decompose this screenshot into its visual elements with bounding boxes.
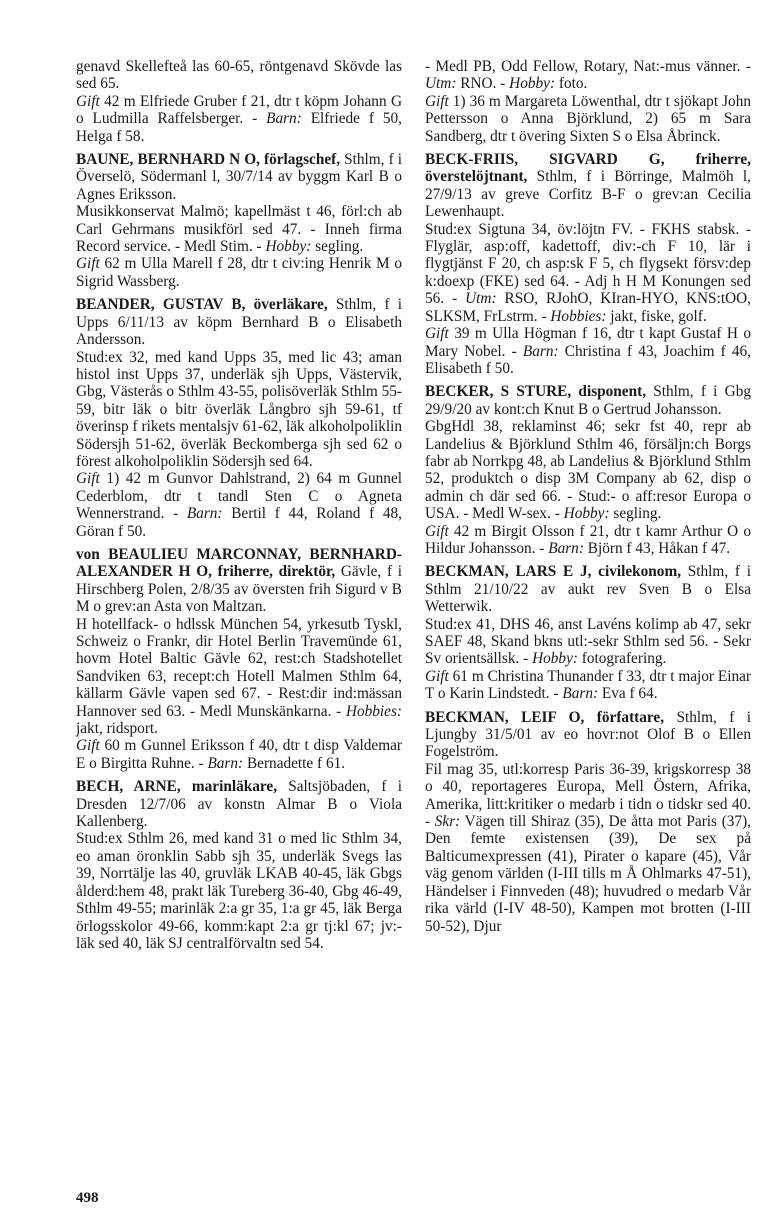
entry-intro: Saltsjöbaden, f i Dresden 12/7/06 av konstn Almar B o Viola Kallenberg. [76, 778, 402, 831]
entry-bech [76, 778, 402, 952]
entry-intro: Sthlm, f i Ljungby 31/5/01 av eo hovr:not Olof B o Ellen Fogelström. [425, 708, 751, 761]
entry-continuation-right [425, 58, 751, 145]
entry-continuation-left [76, 58, 402, 145]
barn-label: Barn: [562, 685, 599, 703]
left-column [76, 58, 402, 958]
hobby-text: segling. [311, 238, 364, 256]
gift-label: Gift [425, 522, 449, 540]
gift-text: 61 m Christina Thunander f 33, dtr t major Einar T o Karin Lindstedt. - [425, 667, 751, 703]
hobby-label: Hobby: [265, 238, 312, 256]
entry-body: Stud:ex Sigtuna 34, öv:löjtn FV. - FKHS stabsk. - Flyglär, asp:off, kadettoff, div:-ch F 10, lär i flygtjänst F 20, ch asp:sk F 5, ch flygsekt försv:dep k:doexp (FKE) sed 64. - Adj h H M Konungen sed 56. - [425, 220, 751, 308]
gift-label: Gift [425, 325, 449, 343]
hobby-text: fotografering. [577, 650, 667, 668]
barn-label: Barn: [522, 342, 559, 360]
entry-body: Musikkonservat Malmö; kapellmäst t 46, förl:ch ab Carl Gehrmans musikförl sed 47. - Inneh firma Record service. - Medl Stim. - [76, 203, 402, 256]
gift-label: Gift [425, 92, 449, 110]
hobby-label: Hobby: [532, 650, 578, 668]
barn-text: Eva f 64. [598, 685, 658, 703]
skr-label: Skr: [434, 813, 461, 831]
entry-intro: Sthlm, f i Sthlm 21/10/22 av aukt rev Sven B o Elsa Wetterwik. [425, 563, 751, 616]
gift-text: 1) 36 m Margareta Löwenthal, dtr t sjökapt John Pettersson o Anna Björklund, 2) 65 m Sara Sandberg, dtr t övering Sixten S o Elsa Åbrinck. [425, 92, 751, 145]
gift-label: Gift [76, 737, 100, 755]
entry-intro: Sthlm, f i Upps 6/11/13 av köpm Bernhard B o Elisabeth Andersson. [76, 296, 402, 349]
right-column [425, 58, 751, 941]
page-number: 498 [76, 1190, 99, 1206]
entry-body: Fil mag 35, utl:korresp Paris 36-39, krigskorresp 38 o 40, reportageres Europa, Mell Östern, Afrika, Amerika, litt:kritiker o medarb i tidn o tidskr sed 40. - [425, 760, 751, 831]
entry-baune [76, 151, 402, 290]
entry-heading: BECKMAN, LEIF O, författare, [425, 708, 665, 726]
hobby-label: Hobby: [509, 75, 556, 93]
entry-heading: BEANDER, GUSTAV B, överläkare, [76, 296, 328, 314]
entry-body: H hotellfack- o hdlssk München 54, yrkesutb Tyskl, Schweiz o Frankr, dir Hotel Berlin Travemünde 61, hovm Hotel Baltic Gävle 62, rest:ch Stadshotellet Sandviken 63, recept:ch Hotell Malmen Sthlm 64, källarm Gävle vapen sed 67. - Rest:dir ind:mässan Hannover sed 63. - Medl Munskänkarna. - [76, 615, 402, 720]
entry-heading: BECK-FRIIS, SIGVARD G, friherre, överstelöjtnant, [425, 151, 751, 186]
entry-heading: BECH, ARNE, marinläkare, [76, 778, 278, 796]
hobby-label: Hobbies: [345, 702, 402, 720]
gift-label: Gift [425, 667, 449, 685]
entry-intro: Sthlm, f i Börringe, Malmöh l, 27/9/13 av greve Corfitz B-F o grev:an Cecilia Lewenhaupt. [425, 168, 751, 221]
barn-text: Elfriede f 50, Helga f 58. [76, 110, 402, 145]
hobby-text: foto. [555, 75, 588, 93]
gift-label: Gift [76, 255, 100, 273]
gift-text: 62 m Ulla Marell f 28, dtr t civ:ing Henrik M o Sigrid Wassberg. [76, 255, 402, 290]
barn-text: Bertil f 44, Roland f 48, Göran f 50. [76, 505, 402, 540]
entry-beaulieu [76, 546, 402, 772]
entry-beckman-leif [425, 709, 751, 935]
barn-label: Barn: [266, 110, 302, 128]
skr-text: Vägen till Shiraz (35), De åtta mot Paris (37), Den femte existensen (39), De sex på Balticumexpressen (41), Pirater o kapare (45), Vår väg genom världen (I-III tills m Å Ohlmarks 47-51), Händelser i Finnveden (48); huvudred o medarb Vår rika värld (I-IV 48-50), Kampen mot brotten (I-III 50-52), Djur [425, 813, 751, 935]
gift-label: Gift [76, 92, 100, 110]
entry-body: Stud:ex 41, DHS 46, anst Lavéns kolimp ab 47, sekr SAEF 48, Skand bkns utl:-sekr Sthlm sed 56. - Sekr Sv orientsällsk. - [425, 615, 751, 668]
gift-text: 39 m Ulla Högman f 16, dtr t kapt Gustaf H o Mary Nobel. - [425, 325, 751, 360]
entry-beckman-lars [425, 563, 751, 702]
hobby-text: segling. [609, 505, 662, 523]
hobby-text: jakt, ridsport. [76, 720, 158, 738]
entry-becker [425, 383, 751, 557]
barn-label: Barn: [207, 754, 244, 772]
barn-label: Barn: [548, 539, 584, 557]
hobby-text: jakt, fiske, golf. [606, 307, 707, 325]
entry-intro: Sthlm, f i Överselö, Södermanl l, 30/7/14 av byggm Karl B o Agnes Eriksson. [76, 151, 402, 203]
entry-body: Stud:ex 32, med kand Upps 35, med lic 43; aman histol inst Upps 37, underläk sjh Upps, Västervik, Gbg, Västerås o Sthlm 43-55, polisöverläk Sthlm 55-59, bitr läk o bitr överläk Långbro sjh 59-61, tf överinsp f rikets mentalsjv 61-62, läk alkoholpoliklin Södersjh 51-62, överläk Beckomberga sjh sed 62 o förest alkoholpoliklin Södersjh sed 64. [76, 348, 402, 470]
gift-text: 60 m Gunnel Eriksson f 40, dtr t disp Valdemar E o Birgitta Ruhne. - [76, 737, 402, 772]
entry-heading: BECKER, S STURE, disponent, [425, 383, 647, 401]
gift-text: 1) 42 m Gunvor Dahlstrand, 2) 64 m Gunnel Cederblom, dtr t tandl Sten C o Agneta Wennerstrand. - [76, 470, 402, 523]
hobby-label: Hobby: [563, 505, 610, 523]
entry-intro: Sthlm, f i Gbg 29/9/20 av kont:ch Knut B o Gertrud Johansson. [425, 383, 751, 418]
utm-text: RSO, RJohO, KIran-HYO, KNS:tOO, SLKSM, FrLstrm. - [425, 290, 751, 325]
entry-heading: BECKMAN, LARS E J, civilekonom, [425, 563, 682, 581]
utm-label: Utm: [465, 290, 497, 308]
gift-text: 42 m Birgit Olsson f 21, dtr t kamr Arthur O o Hildur Johansson. - [425, 522, 751, 557]
hobby-label: Hobbies: [550, 307, 607, 325]
gift-label: Gift [76, 470, 100, 488]
gift-text: 42 m Elfriede Gruber f 21, dtr t köpm Johann G o Ludmilla Raffelsberger. - [76, 92, 402, 128]
utm-text: RNO. - [456, 75, 510, 93]
entry-intro: Gävle, f i Hirschberg Polen, 2/8/35 av översten frih Sigurd v B M o grev:an Asta von Maltzan. [76, 563, 402, 616]
barn-label: Barn: [186, 505, 223, 523]
utm-label: Utm: [425, 75, 457, 93]
barn-text: Bernadette f 61. [243, 754, 346, 772]
entry-beckfriis [425, 151, 751, 377]
entry-body: Stud:ex Sthlm 26, med kand 31 o med lic Sthlm 34, eo aman öronklin Sabb sjh 35, underläk Svegs las 39, Norrtälje las 40, gruvläk LKAB 40-45, läk Gbgs ålderd:hem 48, prakt läk Tureberg 36-40, Gbg 46-49, Sthlm 49-55; marinläk 2:a gr 35, 1:a gr 45, läk Berga örlogsskolor 49-66, komm:kapt 2:a gr tj:kl 67; jv:-läk sed 40, läk SJ centralförvaltn sed 54. [76, 830, 402, 952]
entry-heading: BAUNE, BERNHARD N O, förlagschef, [76, 151, 341, 169]
barn-text: Björn f 43, Håkan f 47. [583, 539, 731, 557]
entry-beander [76, 296, 402, 540]
continuation-text: genavd Skellefteå las 60-65, röntgenavd Skövde las sed 65. [76, 58, 402, 93]
entry-body: - Medl PB, Odd Fellow, Rotary, Nat:-mus vänner. - [425, 58, 751, 75]
entry-body: GbgHdl 38, reklaminst 46; sekr fst 40, repr ab Landelius & Björklund Sthlm 46, försäljn:ch Borgs fabr ab Norrkpg 48, ab Landelius & Björklund Sthlm 52, produktch o disp 3M Company ab 62, disp o admin ch där sed 66. - Stud:- o aff:resor Europa o USA. - Medl W-sex. - [425, 418, 751, 523]
entry-heading: von BEAULIEU MARCONNAY, BERNHARD-ALEXANDER H O, friherre, direktör, [76, 545, 402, 581]
barn-text: Christina f 43, Joachim f 46, Elisabeth f 50. [425, 342, 751, 377]
